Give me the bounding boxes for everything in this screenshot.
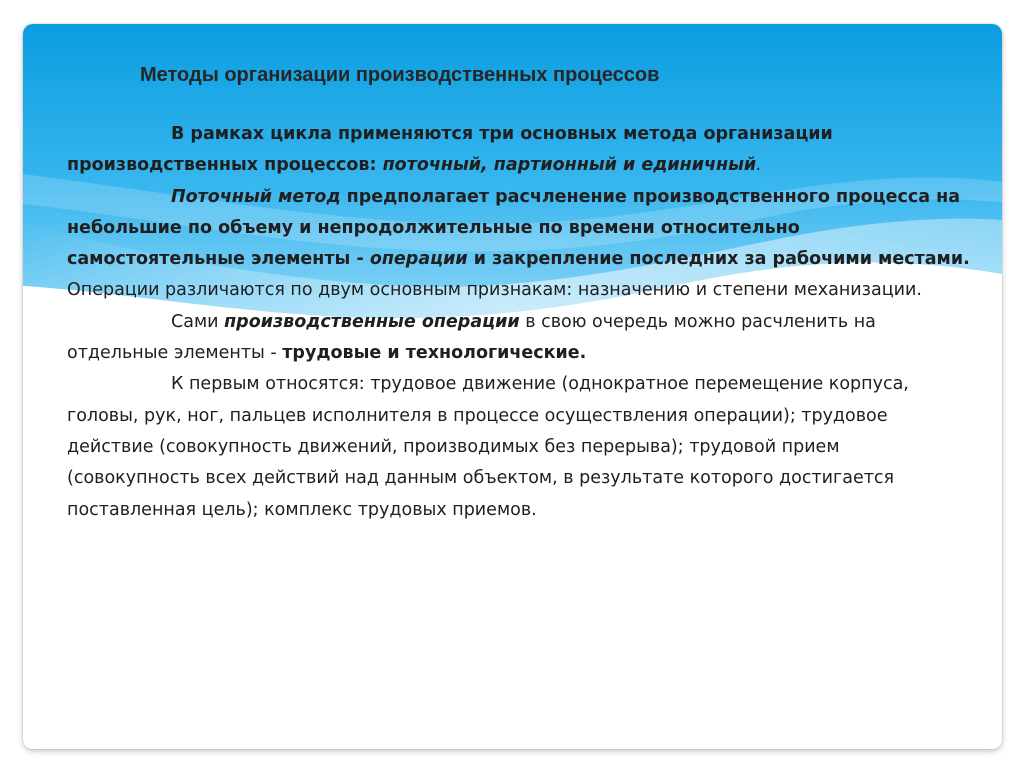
paragraph-2-text-2: и закрепление последних за рабочими местами.: [467, 249, 970, 270]
slide-body: [67, 119, 972, 526]
paragraph-2-operations: операции: [369, 249, 468, 270]
paragraph-2-text-3: Операции различаются по двум основным признакам: назначению и степени механизации.: [67, 280, 922, 301]
slide: [23, 24, 1002, 749]
paragraph-1-end: .: [756, 155, 762, 176]
paragraph-3-text: Сами: [171, 311, 225, 332]
paragraph-3: [67, 307, 972, 370]
paragraph-2: [67, 182, 972, 307]
paragraph-2-term: Поточный метод: [171, 186, 341, 207]
paragraph-4-text: К первым относятся: трудовое движение (однократное перемещение корпуса, головы, рук, ног, пальцев исполнителя в процессе осуществления операции); трудовое действие (совокупность движений, производимых без перерыва); трудовой прием (совокупность всех действий над данным объектом, в результате которого достигается поставленная цель); комплекс трудовых приемов.: [67, 374, 909, 520]
paragraph-3-text-2: в свою очередь можно расчленить на отдельные элементы -: [67, 311, 876, 364]
paragraph-4: [67, 369, 972, 525]
paragraph-2-text: предполагает расчленение производственного процесса на небольшие по объему и непродолжительные по времени относительно самостоятельные элементы -: [67, 186, 961, 270]
slide-title: Методы организации производственных процессов: [140, 64, 660, 86]
paragraph-1-text: В рамках цикла применяются три основных метода организации производственных процессов:: [67, 124, 833, 176]
paragraph-3-term: производственные операции: [224, 311, 520, 332]
paragraph-1-methods: поточный, партионный и единичный: [382, 155, 757, 176]
slide-content: [23, 24, 1002, 749]
paragraph-3-elements: трудовые и технологические.: [282, 343, 587, 364]
paragraph-1: [67, 119, 972, 182]
